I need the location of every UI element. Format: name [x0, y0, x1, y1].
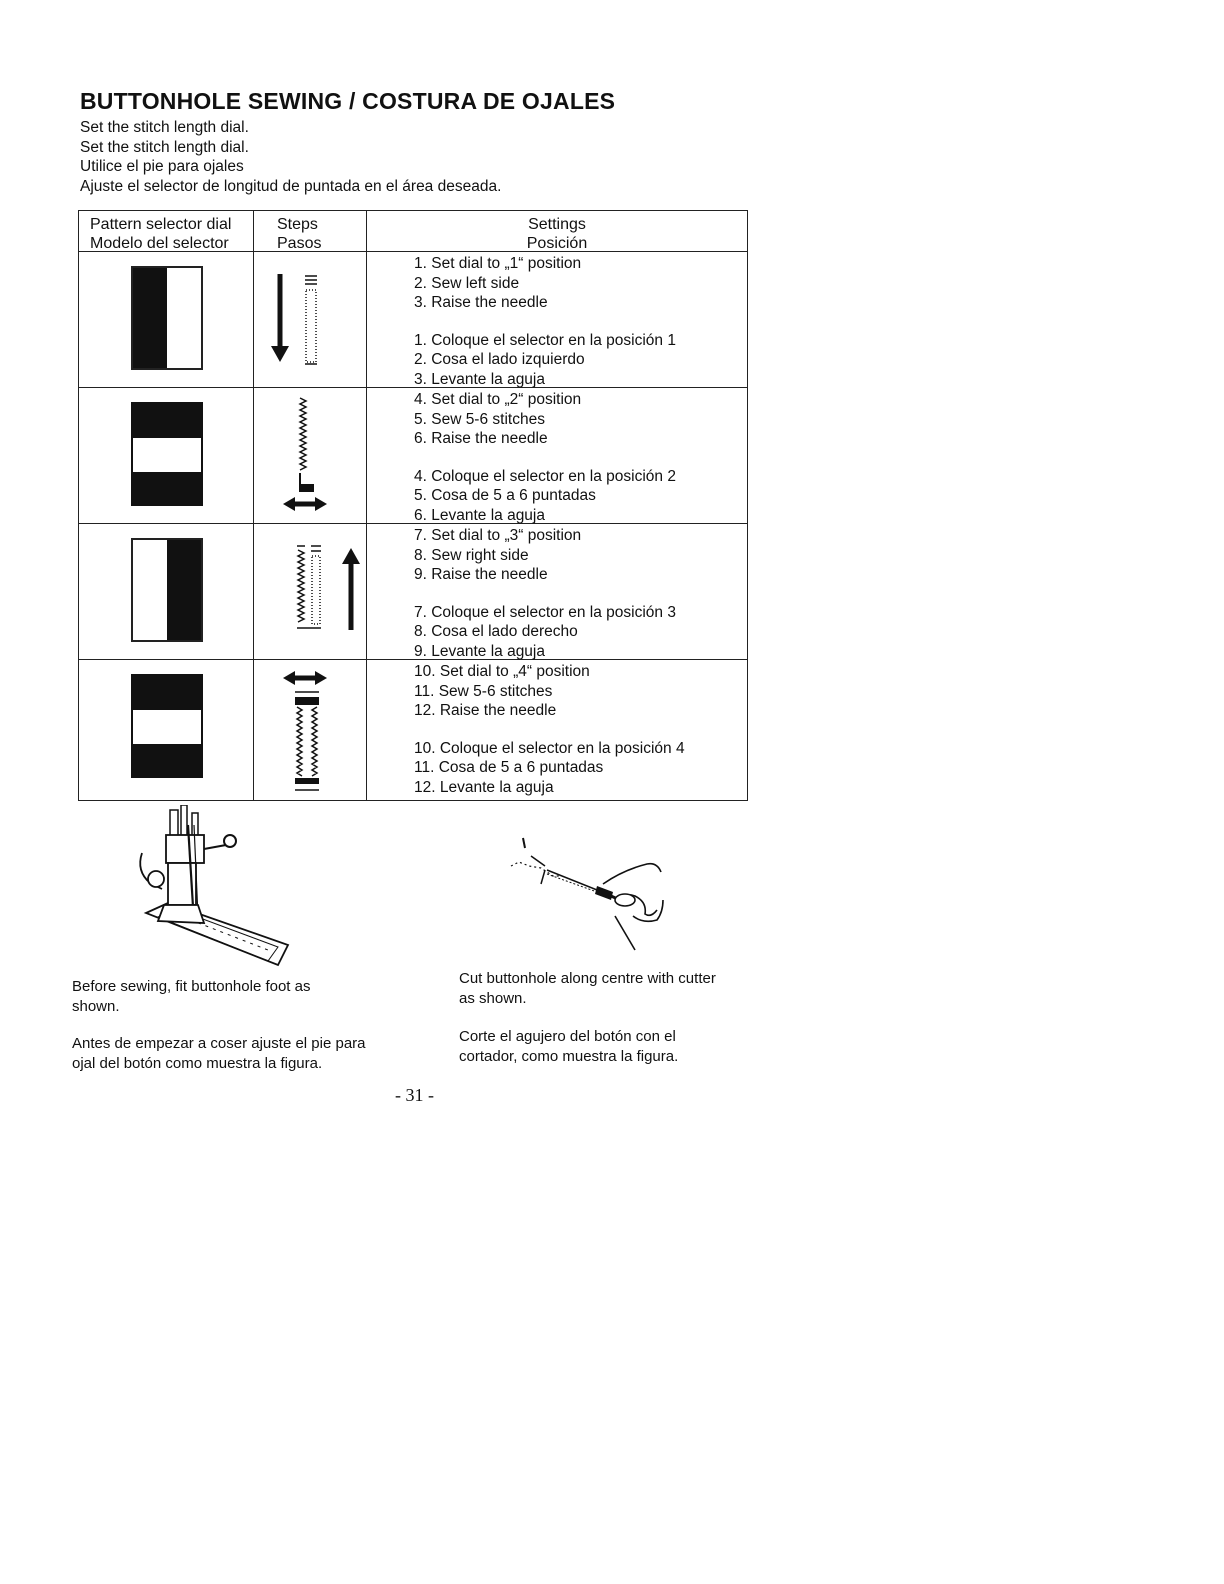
foot-caption-spanish: Antes de empezar a coser ajuste el pie para ojal del botón como muestra la figura.: [72, 1035, 366, 1072]
setting-line: 2. Sew left side: [414, 274, 520, 292]
table-row: [79, 660, 747, 795]
table-row: [79, 252, 747, 387]
setting-line: 12. Levante la aguja: [414, 778, 554, 796]
setting-line: 6. Levante la aguja: [414, 506, 545, 524]
intro-line: Set the stitch length dial.: [80, 138, 249, 156]
setting-line: 8. Sew right side: [414, 546, 529, 564]
bartack-left-right-arrow-icon: [255, 388, 365, 523]
setting-line: 5. Sew 5-6 stitches: [414, 410, 545, 428]
header-settings: Settings Posición: [526, 216, 588, 252]
seam-ripper-cutter-illustration: [505, 832, 675, 962]
setting-line: 4. Coloque el selector en la posición 2: [414, 467, 676, 485]
setting-line: 3. Levante la aguja: [414, 370, 545, 388]
settings-cell: [414, 254, 744, 389]
page-number: - 31 -: [395, 1085, 434, 1105]
table-row: [79, 524, 747, 659]
pattern-right-dark-icon: [131, 538, 203, 642]
setting-line: 4. Set dial to „2“ position: [414, 391, 582, 408]
intro-text: [80, 118, 780, 196]
buttonhole-steps-table: [78, 210, 748, 801]
intro-line: Ajuste el selector de longitud de puntada en el área deseada.: [80, 177, 502, 195]
setting-line: 11. Cosa de 5 a 6 puntadas: [414, 759, 604, 776]
table-row: [79, 388, 747, 523]
pattern-top-bottom-dark-icon: [131, 674, 203, 778]
header-pattern-selector: Pattern selector dial Modelo del selector: [90, 216, 232, 252]
setting-line: 1. Set dial to „1“ position: [414, 255, 582, 272]
foot-caption-english: Before sewing, fit buttonhole foot as shown.: [72, 978, 311, 1015]
setting-line: 11. Sew 5-6 stitches: [414, 682, 553, 700]
setting-line: 5. Cosa de 5 a 6 puntadas: [414, 487, 596, 504]
cutter-caption-spanish: Corte el agujero del botón con el cortador, como muestra la figura.: [459, 1028, 679, 1065]
settings-cell: [414, 390, 744, 525]
sew-left-side-down-arrow-icon: [255, 252, 365, 387]
setting-line: 12. Raise the needle: [414, 702, 557, 719]
setting-line: 10. Coloque el selector en la posición 4: [414, 739, 685, 757]
page-title: BUTTONHOLE SEWING / COSTURA DE OJALES: [80, 88, 616, 114]
settings-cell: [414, 662, 744, 797]
settings-cell: [414, 526, 744, 661]
setting-line: 1. Coloque el selector en la posición 1: [414, 331, 676, 349]
setting-line: 9. Raise the needle: [414, 566, 548, 583]
intro-line: Utilice el pie para ojales: [80, 158, 244, 175]
setting-line: 7. Coloque el selector en la posición 3: [414, 603, 676, 621]
pattern-left-dark-icon: [131, 266, 203, 370]
buttonhole-foot-illustration: [128, 805, 298, 985]
sew-right-side-up-arrow-icon: [255, 524, 365, 659]
intro-line: Set the stitch length dial.: [80, 119, 249, 136]
setting-line: 2. Cosa el lado izquierdo: [414, 351, 585, 368]
pattern-top-bottom-dark-icon: [131, 402, 203, 506]
cutter-caption-english: Cut buttonhole along centre with cutter as shown.: [459, 970, 716, 1007]
setting-line: 3. Raise the needle: [414, 294, 548, 311]
setting-line: 7. Set dial to „3“ position: [414, 527, 582, 544]
setting-line: 6. Raise the needle: [414, 430, 548, 447]
setting-line: 10. Set dial to „4“ position: [414, 663, 590, 680]
setting-line: 8. Cosa el lado derecho: [414, 623, 578, 640]
bartack-final-left-right-arrow-icon: [255, 660, 365, 795]
header-steps: Steps Pasos: [277, 216, 322, 252]
setting-line: 9. Levante la aguja: [414, 642, 545, 660]
